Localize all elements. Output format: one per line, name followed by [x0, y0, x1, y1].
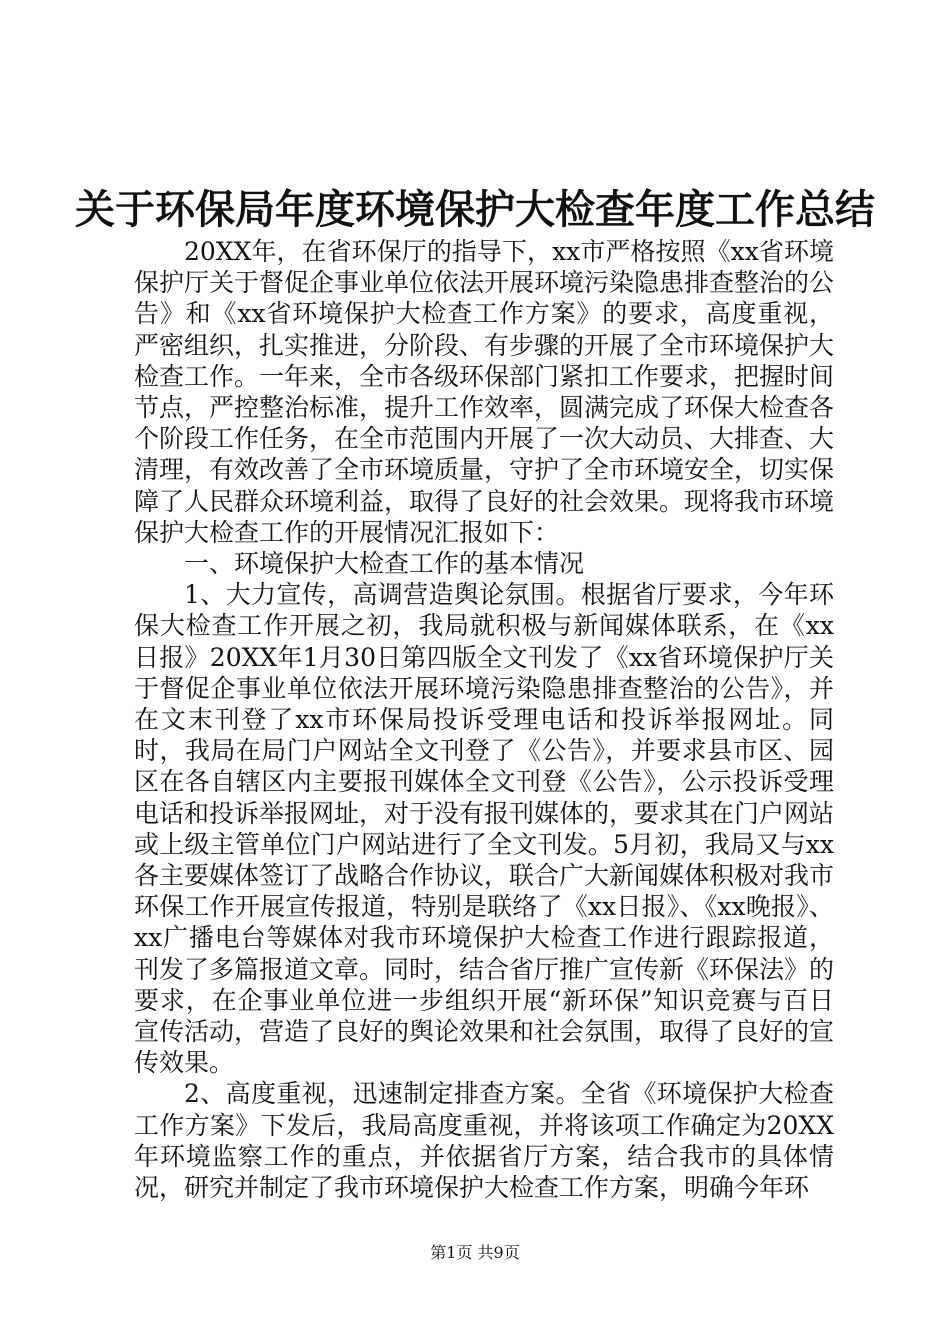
- section-heading: 一、环境保护大检查工作的基本情况: [184, 549, 585, 579]
- paragraph-publicity: 1、大力宣传，高调营造舆论氛围。根据省厅要求，今年环保大检查工作开展之初，我局就积极与新闻媒体联系，在《xx日报》20XX年1月30日第四版全文刊发了《xx省环境保护厅关于督促企事业单位依法开展环境污染隐患排查整治的公告》，并在文末刊登了xx市环保局投诉受理电话和投诉举报网址。同时，我局在局门户网站全文刊登了《公告》，并要求县市区、园区在各自辖区内主要报刊媒体全文刊登《公告》，公示投诉受理电话和投诉举报网址，对于没有报刊媒体的，要求其在门户网站或上级主管单位门户网站进行了全文刊发。5月初，我局又与xx各主要媒体签订了战略合作协议，联合广大新闻媒体积极对我市环保工作开展宣传报道，特别是联络了《xx日报》、《xx晚报》、xx广播电台等媒体对我市环境保护大检查工作进行跟踪报道，刊发了多篇报道文章。同时，结合省厅推广宣传新《环保法》的要求，在企事业单位进一步组织开展“新环保”知识竞赛与百日宣传活动，营造了良好的舆论效果和社会氛围，取得了良好的宣传效果。: [134, 580, 835, 1078]
- document-body: [134, 236, 834, 1203]
- page-number-footer: 第1页 共9页: [430, 1243, 520, 1262]
- paragraph-intro: 20XX年，在省环保厅的指导下，xx市严格按照《xx省环境保护厅关于督促企事业单位依法开展环境污染隐患排查整治的公告》和《xx省环境保护大检查工作方案》的要求，高度重视，严密组织，扎实推进，分阶段、有步骤的开展了全市环境保护大检查工作。一年来，全市各级环保部门紧扣工作要求，把握时间节点，严控整治标准，提升工作效率，圆满完成了环保大检查各个阶段工作任务，在全市范围内开展了一次大动员、大排查、大清理，有效改善了全市环境质量，守护了全市环境安全，切实保障了人民群众环境利益，取得了良好的社会效果。现将我市环境保护大检查工作的开展情况汇报如下：: [134, 237, 835, 547]
- paragraph-plan: 2、高度重视，迅速制定排查方案。全省《环境保护大检查工作方案》下发后，我局高度重视，并将该项工作确定为20XX年环境监察工作的重点，并依据省厅方案，结合我市的具体情况，研究并制定了我市环境保护大检查工作方案，明确今年环: [134, 1079, 834, 1203]
- document-title: 关于环保局年度环境保护大检查年度工作总结: [75, 186, 875, 233]
